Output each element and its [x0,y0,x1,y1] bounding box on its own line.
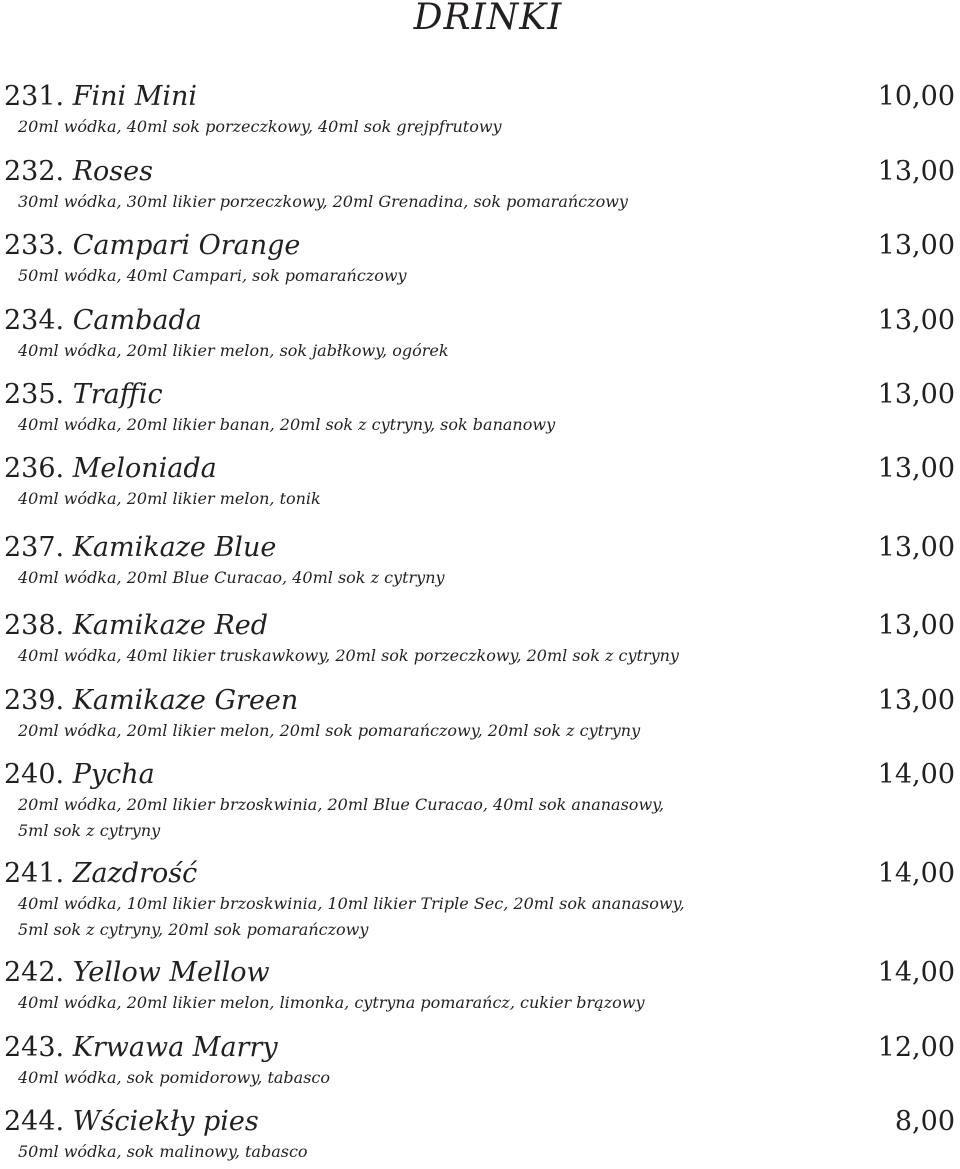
menu-item [0,758,960,844]
menu-item [0,531,960,591]
item-description [18,792,838,844]
item-price: 8,00 [894,1106,955,1137]
item-name: Roses [72,156,153,187]
item-name: Fini Mini [72,81,198,112]
item-number: 237. [4,532,65,563]
item-price: 13,00 [877,610,955,641]
item-price: 13,00 [877,156,955,187]
item-price: 14,00 [877,957,955,988]
item-number: 236. [4,453,65,484]
item-name: Pycha [72,759,155,790]
item-price: 13,00 [877,453,955,484]
description-line: 40ml wódka, 20ml Blue Curacao, 40ml sok z cytryny [18,568,445,587]
description-line: 5ml sok z cytryny [18,821,161,840]
description-line: 40ml wódka, 20ml likier melon, limonka, cytryna pomarańcz, cukier brązowy [18,993,645,1012]
item-price: 14,00 [877,858,955,889]
item-description [18,263,838,289]
item-description [18,891,838,943]
item-description [18,1065,838,1091]
item-name: Kamikaze Blue [72,532,277,563]
description-line: 40ml wódka, 40ml likier truskawkowy, 20ml sok porzeczkowy, 20ml sok z cytryny [18,646,679,665]
description-line: 40ml wódka, sok pomidorowy, tabasco [18,1068,330,1087]
menu-item [0,609,960,669]
item-price: 10,00 [877,81,955,112]
item-description [18,718,838,744]
item-description [18,1139,838,1165]
menu-item [0,956,960,1016]
item-number: 244. [4,1106,65,1137]
item-name: Campari Orange [72,230,301,261]
description-line: 20ml wódka, 40ml sok porzeczkowy, 40ml sok grejpfrutowy [18,117,502,136]
menu-item [0,1105,960,1165]
item-description [18,338,838,364]
item-price: 14,00 [877,759,955,790]
item-price: 12,00 [877,1032,955,1063]
item-number: 238. [4,610,65,641]
description-line: 40ml wódka, 20ml likier melon, sok jabłkowy, ogórek [18,341,449,360]
item-name: Yellow Mellow [72,957,270,988]
menu-item [0,229,960,289]
description-line: 20ml wódka, 20ml likier brzoskwinia, 20ml Blue Curacao, 40ml sok ananasowy, [18,795,665,814]
item-name: Meloniada [72,453,217,484]
item-description [18,565,838,591]
item-number: 235. [4,379,65,410]
item-name: Cambada [72,305,202,336]
description-line: 50ml wódka, 40ml Campari, sok pomarańczowy [18,266,407,285]
description-line: 40ml wódka, 20ml likier banan, 20ml sok z cytryny, sok bananowy [18,415,556,434]
item-number: 239. [4,685,65,716]
menu-item [0,1031,960,1091]
item-description [18,486,838,512]
description-line: 30ml wódka, 30ml likier porzeczkowy, 20ml Grenadina, sok pomarańczowy [18,192,628,211]
menu-item [0,304,960,364]
item-name: Krwawa Marry [72,1032,278,1063]
item-description [18,114,838,140]
menu-item [0,684,960,744]
menu-item [0,155,960,215]
description-line: 40ml wódka, 20ml likier melon, tonik [18,489,321,508]
item-number: 231. [4,81,65,112]
description-line: 50ml wódka, sok malinowy, tabasco [18,1142,308,1161]
item-description [18,643,838,669]
item-number: 240. [4,759,65,790]
description-line: 40ml wódka, 10ml likier brzoskwinia, 10ml likier Triple Sec, 20ml sok ananasowy, [18,894,685,913]
menu-item [0,452,960,512]
menu-item [0,80,960,140]
item-price: 13,00 [877,532,955,563]
item-price: 13,00 [877,305,955,336]
item-number: 241. [4,858,65,889]
item-number: 234. [4,305,65,336]
description-line: 20ml wódka, 20ml likier melon, 20ml sok pomarańczowy, 20ml sok z cytryny [18,721,641,740]
item-number: 232. [4,156,65,187]
item-number: 243. [4,1032,65,1063]
item-number: 233. [4,230,65,261]
item-number: 242. [4,957,65,988]
item-price: 13,00 [877,685,955,716]
item-name: Kamikaze Red [72,610,269,641]
description-line: 5ml sok z cytryny, 20ml sok pomarańczowy [18,920,369,939]
item-description [18,412,838,438]
item-description [18,189,838,215]
item-name: Wściekły pies [72,1106,259,1137]
item-name: Zazdrość [72,858,198,889]
item-price: 13,00 [877,379,955,410]
menu-item [0,378,960,438]
page-title: DRINKI [413,0,563,38]
item-price: 13,00 [877,230,955,261]
menu-item [0,857,960,943]
item-name: Traffic [72,379,163,410]
item-description [18,990,838,1016]
item-name: Kamikaze Green [72,685,299,716]
